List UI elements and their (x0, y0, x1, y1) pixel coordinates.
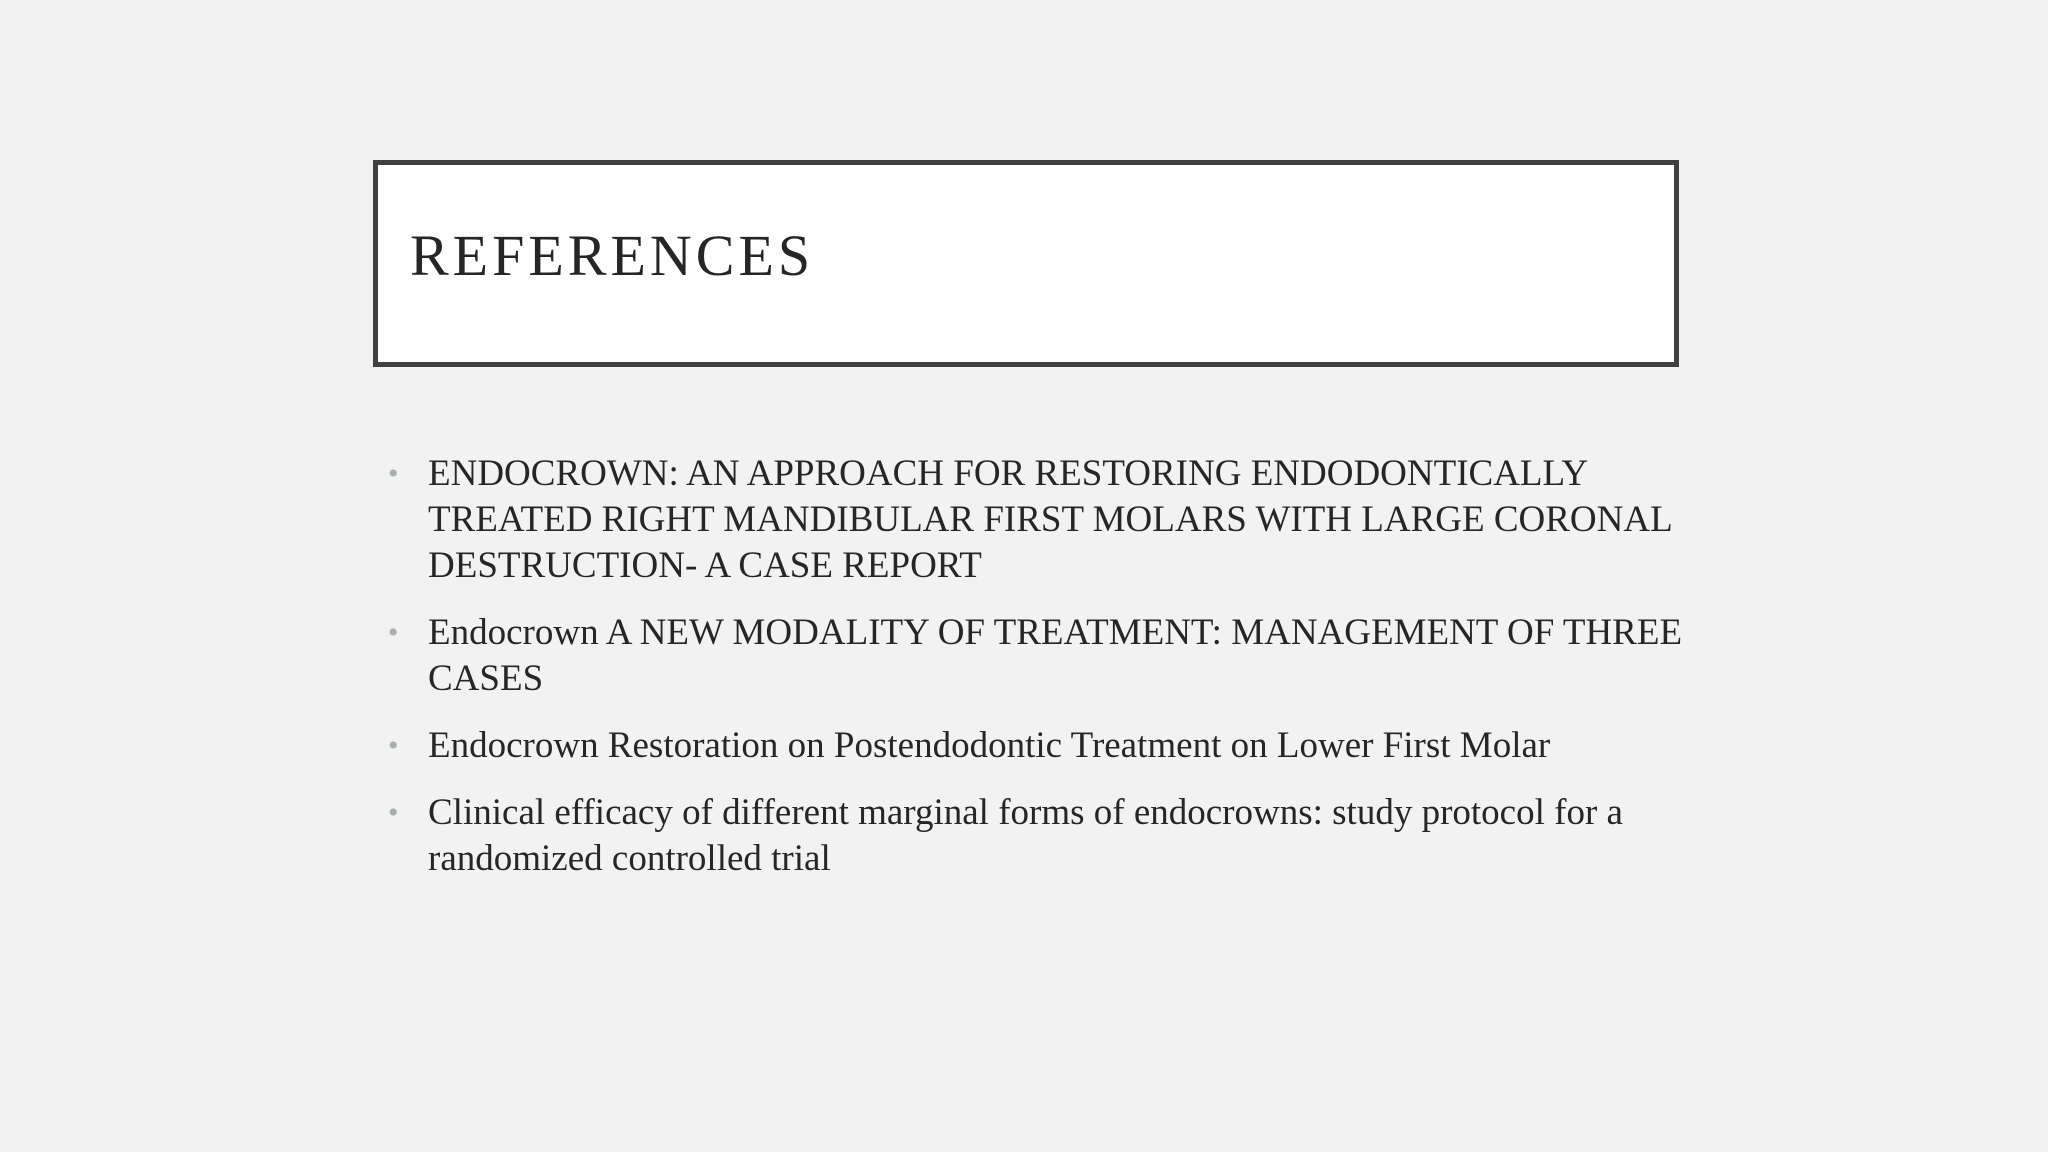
bullet-icon: • (388, 457, 399, 490)
reference-text: ENDOCROWN: AN APPROACH FOR RESTORING ENDODONTICALLY TREATED RIGHT MANDIBULAR FIRST MOLARS WITH LARGE CORONAL DESTRUCTION- A CASE REPORT (428, 453, 1672, 586)
bullet-icon: • (388, 796, 399, 829)
reference-item-3 (388, 723, 1688, 769)
title-box (373, 160, 1679, 367)
reference-item-4 (388, 790, 1688, 882)
reference-item-1 (388, 451, 1688, 589)
reference-text: Endocrown A NEW MODALITY OF TREATMENT: MANAGEMENT OF THREE CASES (428, 612, 1683, 699)
reference-text: Clinical efficacy of different marginal forms of endocrowns: study protocol for a randomized controlled trial (428, 792, 1623, 879)
reference-text: Endocrown Restoration on Postendodontic Treatment on Lower First Molar (428, 725, 1551, 766)
reference-list (388, 451, 1688, 903)
reference-item-2 (388, 610, 1688, 702)
bullet-icon: • (388, 729, 399, 762)
slide-title: REFERENCES (410, 223, 815, 288)
bullet-icon: • (388, 616, 399, 649)
